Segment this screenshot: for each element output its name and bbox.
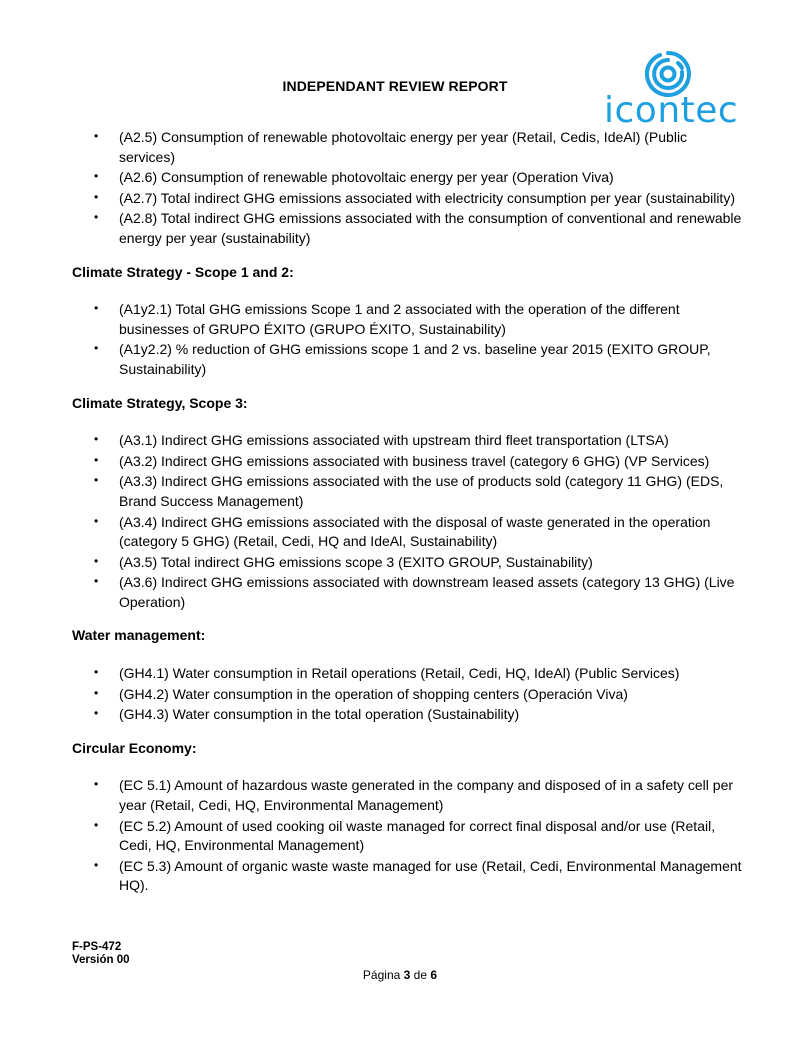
bullet-icon: •	[94, 189, 99, 204]
list-item: • (A2.6) Consumption of renewable photovoltaic energy per year (Operation Viva)	[94, 169, 614, 186]
intro-list	[72, 128, 742, 249]
section-heading: Climate Strategy - Scope 1 and 2:	[72, 263, 294, 280]
section-heading: Circular Economy:	[72, 739, 197, 756]
section-heading: Water management:	[72, 627, 206, 644]
icontec-logo	[604, 50, 739, 131]
bullet-icon: •	[94, 513, 99, 528]
section-list	[72, 664, 742, 725]
logo-wordmark: icontec	[604, 90, 739, 131]
bullet-icon: •	[94, 685, 99, 700]
bullet-icon: •	[94, 665, 99, 680]
section-list	[72, 431, 742, 612]
list-item: • (A3.1) Indirect GHG emissions associated with upstream third fleet transportation (LTSA)	[94, 432, 669, 449]
bullet-icon: •	[94, 473, 99, 488]
list-item: • (A3.3) Indirect GHG emissions associated with the use of products sold (category 11 GHG) (EDS, Brand Success Management)	[94, 473, 724, 509]
list-item: • (EC 5.3) Amount of organic waste waste managed for use (Retail, Cedi, Environmental Management HQ).	[94, 857, 742, 894]
section-water-management	[72, 626, 742, 724]
list-item: • (GH4.1) Water consumption in Retail operations (Retail, Cedi, HQ, IdeAl) (Public Services)	[94, 665, 680, 682]
document-body	[72, 128, 742, 897]
section-list	[72, 776, 742, 896]
section-heading: Climate Strategy, Scope 3:	[72, 394, 248, 411]
list-item: • (A3.6) Indirect GHG emissions associated with downstream leased assets (category 13 GHG) (Live Operation)	[94, 574, 735, 610]
section-list	[72, 300, 742, 379]
section-circular-economy	[72, 739, 742, 896]
list-item: • (EC 5.2) Amount of used cooking oil waste managed for correct final disposal and/or use (Retail, Cedi, HQ, Environmental Management)	[94, 817, 716, 854]
list-item: • (A1y2.1) Total GHG emissions Scope 1 and 2 associated with the operation of the different businesses of GRUPO ÉXITO (GRUPO ÉXITO, Sustainability)	[94, 301, 680, 337]
list-item: • (A3.2) Indirect GHG emissions associated with business travel (category 6 GHG) (VP Services)	[94, 452, 710, 469]
list-item: • (A3.5) Total indirect GHG emissions scope 3 (EXITO GROUP, Sustainability)	[94, 553, 593, 570]
page-title: INDEPENDANT REVIEW REPORT	[282, 78, 508, 94]
bullet-icon: •	[94, 210, 99, 225]
bullet-icon: •	[94, 574, 99, 589]
form-version: Versión 00	[72, 954, 130, 966]
list-item: • (GH4.2) Water consumption in the operation of shopping centers (Operación Viva)	[94, 685, 628, 702]
list-item: • (EC 5.1) Amount of hazardous waste generated in the company and disposed of in a safety cell per year (Retail, Cedi, HQ, Environmental Management)	[94, 777, 734, 814]
form-code: F-PS-472	[72, 941, 122, 953]
bullet-icon: •	[94, 706, 99, 721]
list-item: • (A3.4) Indirect GHG emissions associated with the disposal of waste generated in the operation (category 5 GHG) (Retail, Cedi, HQ and IdeAl, Sustainability)	[94, 513, 711, 550]
page-current: 3	[403, 968, 411, 982]
list-item: • (A2.8) Total indirect GHG emissions associated with the consumption of conventional and renewable energy per year (sustainability)	[94, 210, 742, 246]
page-number: Página 3 de 6	[362, 968, 438, 982]
bullet-icon: •	[94, 553, 99, 568]
list-item: • (GH4.3) Water consumption in the total operation (Sustainability)	[94, 706, 520, 723]
section-climate-scope-1-2	[72, 263, 742, 380]
bullet-icon: •	[94, 432, 99, 447]
bullet-icon: •	[94, 452, 99, 467]
bullet-icon: •	[94, 129, 99, 143]
bullet-icon: •	[94, 169, 99, 184]
page-total: 6	[430, 968, 438, 982]
list-item: • (A2.7) Total indirect GHG emissions associated with electricity consumption per year (sustainability)	[94, 189, 735, 206]
bullet-icon: •	[94, 301, 99, 316]
bullet-icon: •	[94, 777, 99, 792]
footer-form-info	[72, 941, 130, 967]
section-climate-scope-3	[72, 394, 742, 613]
bullet-icon: •	[94, 341, 99, 356]
bullet-icon: •	[94, 857, 99, 872]
bullet-icon: •	[94, 817, 99, 832]
list-item: • (A2.5) Consumption of renewable photovoltaic energy per year (Retail, Cedis, IdeAl) (Public services)	[94, 129, 688, 165]
list-item: • (A1y2.2) % reduction of GHG emissions scope 1 and 2 vs. baseline year 2015 (EXITO GROUP, Sustainability)	[94, 341, 711, 377]
